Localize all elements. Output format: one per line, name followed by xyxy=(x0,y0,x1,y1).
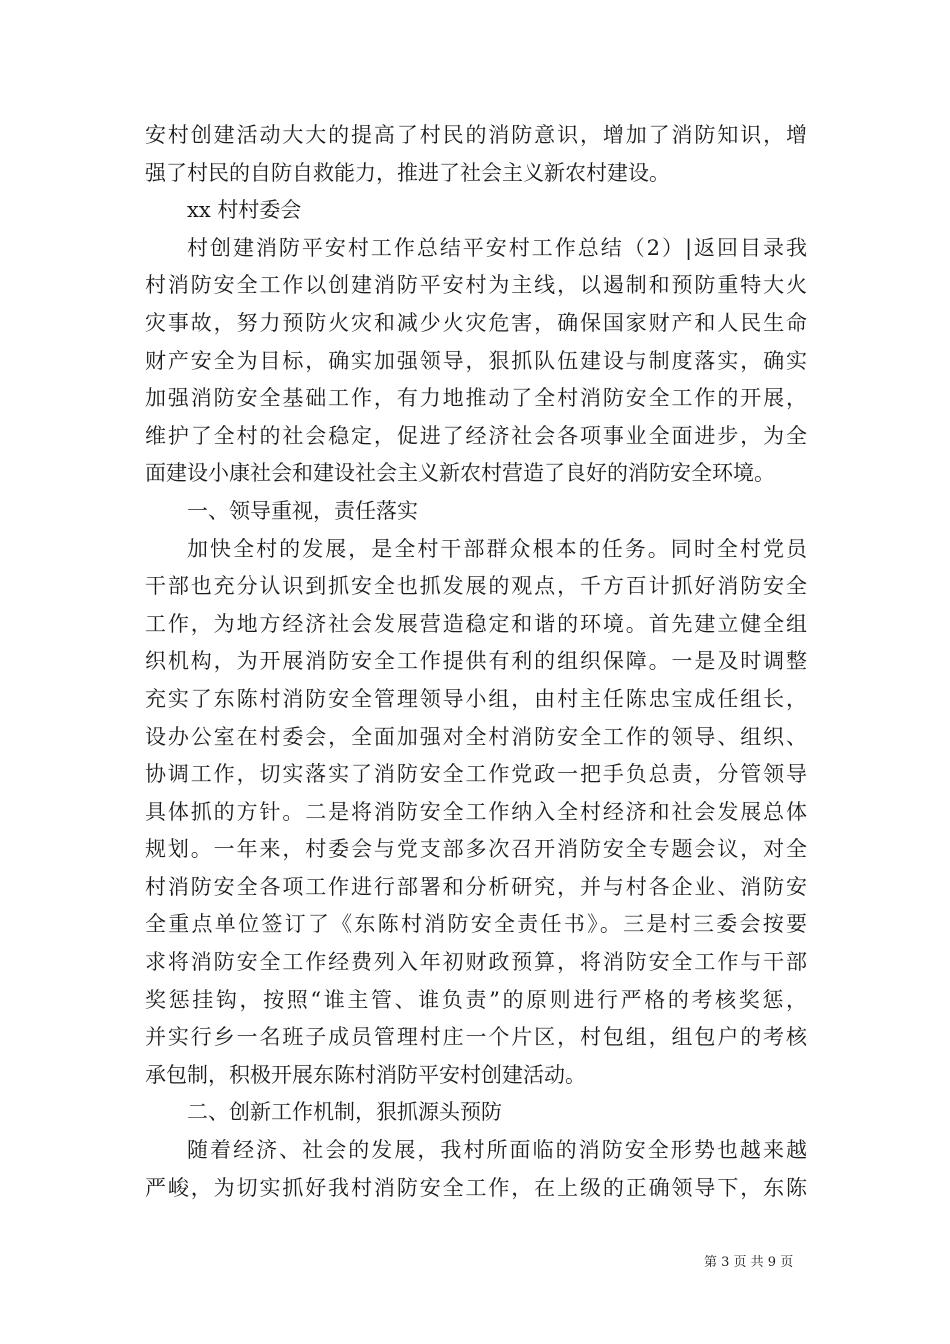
text-line: 安村创建活动大大的提高了村民的消防意识，增加了消防知识，增 xyxy=(145,123,807,147)
text-line: 并实行乡一名班子成员管理村庄一个片区，村包组，组包户的考核 xyxy=(145,1025,807,1050)
text-line: 村消防安全各项工作进行部署和分析研究，并与村各企业、消防安 xyxy=(145,874,807,899)
text-line: 求将消防安全工作经费列入年初财政预算，将消防安全工作与干部 xyxy=(145,950,807,975)
text-line: 全重点单位签订了《东陈村消防安全责任书》。三是村三委会按要 xyxy=(145,912,807,937)
section-title-line: 村创建消防平安村工作总结平安村工作总结（2）|返回目录我 xyxy=(187,235,807,260)
text-line: 随着经济、社会的发展，我村所面临的消防安全形势也越来越 xyxy=(187,1138,807,1163)
text-line: 面建设小康社会和建设社会主义新农村营造了良好的消防安全环境。 xyxy=(145,461,775,486)
text-line: 干部也充分认识到抓安全也抓发展的观点，千方百计抓好消防安全 xyxy=(145,574,807,599)
section-heading: 一、领导重视，责任落实 xyxy=(187,498,418,523)
text-line: 工作，为地方经济社会发展营造稳定和谐的环境。首先建立健全组 xyxy=(145,611,807,636)
text-line: 承包制，积极开展东陈村消防平安村创建活动。 xyxy=(145,1062,586,1087)
text-line: 维护了全村的社会稳定，促进了经济社会各项事业全面进步，为全 xyxy=(145,423,807,448)
text-line: 财产安全为目标，确实加强领导，狠抓队伍建设与制度落实，确实 xyxy=(145,348,807,373)
text-line: 设办公室在村委会，全面加强对全村消防安全工作的领导、组织、 xyxy=(145,724,807,749)
text-line: 严峻，为切实抓好我村消防安全工作，在上级的正确领导下，东陈 xyxy=(145,1175,807,1200)
text-line: 加强消防安全基础工作，有力地推动了全村消防安全工作的开展， xyxy=(145,386,807,411)
text-line: 充实了东陈村消防安全管理领导小组，由村主任陈忠宝成任组长， xyxy=(145,686,807,711)
text-line: 协调工作，切实落实了消防安全工作党政一把手负总责，分管领导 xyxy=(145,762,807,787)
text-line: 具体抓的方针。二是将消防安全工作纳入全村经济和社会发展总体 xyxy=(145,799,807,824)
section-heading: 二、创新工作机制，狠抓源头预防 xyxy=(187,1100,502,1125)
text-line: 规划。一年来，村委会与党支部多次召开消防安全专题会议，对全 xyxy=(145,837,807,862)
signature-line: xx 村村委会 xyxy=(187,198,302,223)
text-line: 奖惩挂钩，按照“谁主管、谁负责”的原则进行严格的考核奖惩， xyxy=(145,987,807,1012)
page-number: 第 3 页 共 9 页 xyxy=(704,1255,794,1270)
text-line: 村消防安全工作以创建消防平安村为主线，以遏制和预防重特大火 xyxy=(145,273,807,298)
text-line: 加快全村的发展，是全村干部群众根本的任务。同时全村党员 xyxy=(187,536,807,561)
text-line: 强了村民的自防自救能力，推进了社会主义新农村建设。 xyxy=(145,160,670,185)
text-line: 灾事故，努力预防火灾和减少火灾危害，确保国家财产和人民生命 xyxy=(145,310,807,335)
document-body xyxy=(145,117,807,1207)
text-line: 织机构，为开展消防安全工作提供有利的组织保障。一是及时调整 xyxy=(145,649,807,674)
